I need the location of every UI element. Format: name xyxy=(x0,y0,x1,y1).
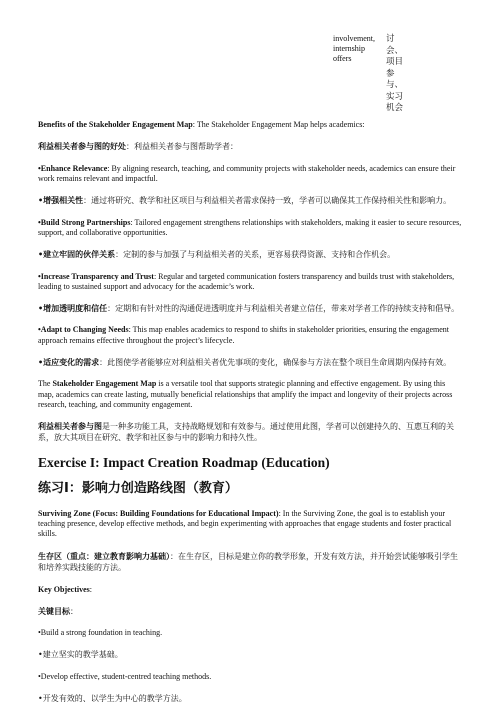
benefit-item-en-4 xyxy=(38,325,462,345)
goal-item-zh-1: •建立坚实的教学基础。 xyxy=(38,650,123,660)
benefit-item-en-3 xyxy=(38,272,462,292)
benefit-text-zh: ：此图使学者能够应对利益相关者优先事项的变化，确保参与方法在整个项目生命周期内保持有效。 xyxy=(99,357,452,367)
surviving-zone-en-bold: Surviving Zone (Focus: Building Foundations for Educational Impact) xyxy=(38,508,279,518)
benefits-intro-en-text: : The Stakeholder Engagement Map helps academics: xyxy=(192,120,365,129)
benefit-label-zh: •建立牢固的伙伴关系 xyxy=(38,250,116,260)
summary-en-bold: Stakeholder Engagement Map xyxy=(52,379,157,389)
key-objectives-en xyxy=(38,585,462,595)
benefit-text-en: : By aligning research, teaching, and community projects with stakeholder needs, academics can ensure their work remains relevant and impactful. xyxy=(38,163,456,183)
exercise-heading-en: Exercise I: Impact Creation Roadmap (Education) xyxy=(38,454,330,470)
surviving-zone-zh-bold: 生存区（重点：建立教育影响力基础） xyxy=(38,551,170,561)
summary-zh-text: 是一种多功能工具，支持战略规划和有效参与。通过使用此图，学者可以创建持久的、互惠互利的关系，放大其项目在研究、教学和社区参与中的影响力和持久性。 xyxy=(38,421,454,443)
benefits-intro-en xyxy=(38,120,462,130)
summary-en xyxy=(38,379,462,410)
goal-item-en-1: •Build a strong foundation in teaching. xyxy=(38,628,163,638)
summary-en-pre: The xyxy=(38,379,53,389)
key-objectives-en-label: Key Objectives xyxy=(38,584,90,594)
surviving-zone-en-text: : In the Surviving Zone, the goal is to establish your teaching presence, develop effective methods, and begin experimenting with approaches that engage students and foster practical skills. xyxy=(38,508,452,539)
benefits-intro-en-bold: Benefits of the Stakeholder Engagement Map xyxy=(38,120,193,129)
benefits-intro-zh-text: ：利益相关者参与图帮助学者： xyxy=(126,142,238,152)
benefit-label-zh: •增强相关性 xyxy=(38,196,84,206)
summary-zh xyxy=(38,421,462,444)
key-objectives-zh xyxy=(38,606,462,618)
benefit-item-en-2 xyxy=(38,218,462,238)
exercise-heading-zh: 练习I：影响力创造路线图（教育） xyxy=(38,480,238,496)
summary-en-text: is a versatile tool that supports strategic planning and effective engagement. By using this map, academics can create lasting, mutually beneficial relationships that amplify the impact and longevity of their projects across research, teaching, and community engagement. xyxy=(38,379,453,409)
benefit-item-zh-1 xyxy=(38,195,462,207)
key-objectives-en-colon: : xyxy=(89,584,92,594)
benefit-text-en: : Tailored engagement strengthens relationships with stakeholders, making it easier to secure resources, support, and collaborative opportunities. xyxy=(38,217,462,237)
benefit-text-zh: ：定制的参与加强了与利益相关者的关系，更容易获得资源、支持和合作机会。 xyxy=(115,250,396,260)
benefit-text-zh: ：定期和有针对性的沟通促进透明度并与利益相关者建立信任，带来对学者工作的持续支持和倡导。 xyxy=(107,303,460,313)
fragment-en: involvement, internship offers xyxy=(333,34,375,63)
key-objectives-zh-colon: ： xyxy=(70,606,78,616)
benefit-item-zh-4 xyxy=(38,357,462,369)
goal-item-en-2: •Develop effective, student-centred teaching methods. xyxy=(38,671,212,681)
surviving-zone-en xyxy=(38,509,462,540)
benefit-label-en: •Build Strong Partnerships xyxy=(38,217,131,227)
benefit-text-en: : This map enables academics to respond to shifts in stakeholder priorities, ensuring the engagement approach remains effective throughout the project’s lifecycle. xyxy=(38,325,450,345)
benefit-text-zh: ：通过将研究、教学和社区项目与利益相关者需求保持一致，学者可以确保其工作保持相关性和影响力。 xyxy=(83,196,452,206)
benefits-intro-zh-bold: 利益相关者参与图的好处 xyxy=(38,142,126,152)
benefit-item-zh-2 xyxy=(38,249,462,261)
goal-item-zh-2: •开发有效的、以学生为中心的教学方法。 xyxy=(38,694,187,704)
surviving-zone-zh-text: ：在生存区，目标是建立你的教学形象，开发有效方法，并开始尝试能够吸引学生和培养实践技能的方法。 xyxy=(38,551,458,573)
benefit-text-en: : Regular and targeted communication fosters transparency and builds trust with stakeholders, leading to sustained support and advocacy for the academic’s work. xyxy=(38,271,455,291)
content xyxy=(38,120,462,716)
summary-zh-bold: 利益相关者参与图 xyxy=(38,421,102,431)
benefit-label-en: •Adapt to Changing Needs xyxy=(38,325,129,335)
surviving-zone-zh xyxy=(38,551,462,574)
benefit-label-zh: •增加透明度和信任 xyxy=(38,303,108,313)
benefit-item-zh-3 xyxy=(38,303,462,315)
benefits-intro-zh xyxy=(38,141,462,153)
benefit-label-en: •Increase Transparency and Trust xyxy=(38,271,154,281)
benefit-label-zh: •适应变化的需求 xyxy=(38,357,100,367)
key-objectives-zh-label: 关键目标 xyxy=(38,606,70,616)
benefit-item-en-1 xyxy=(38,164,462,184)
benefit-label-en: •Enhance Relevance xyxy=(38,163,108,173)
fragment-zh: 讨会、项目参与、实习机会 xyxy=(386,34,404,113)
